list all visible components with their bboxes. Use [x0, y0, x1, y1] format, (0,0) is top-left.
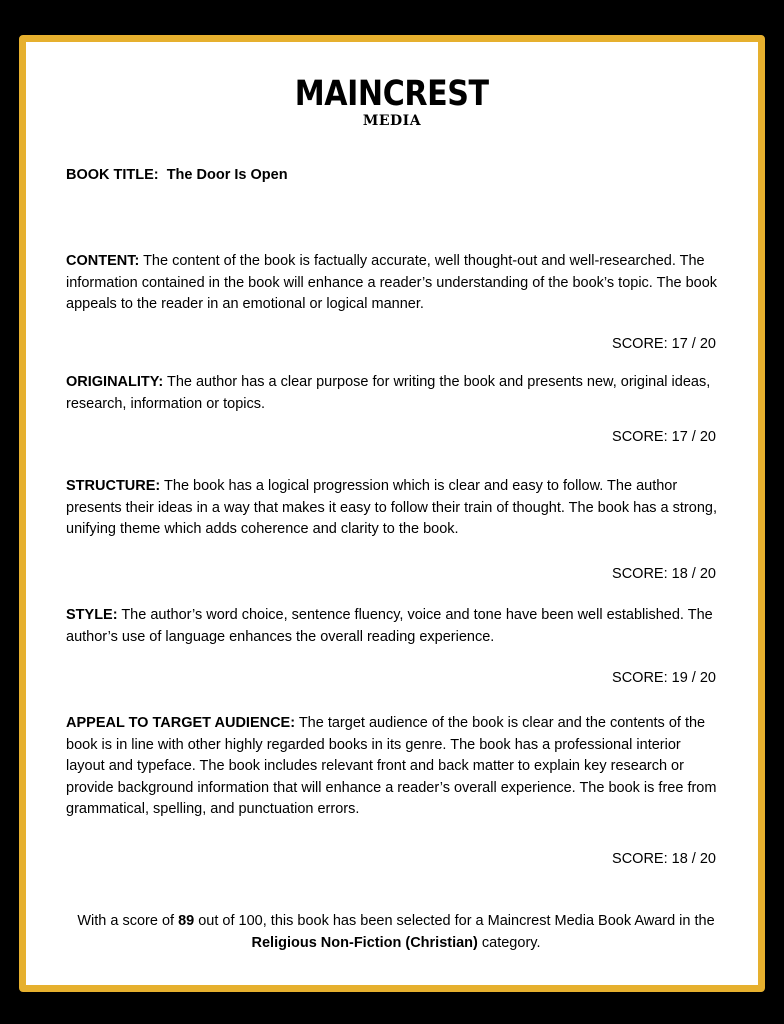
summary-text-1: With a score of [77, 913, 179, 929]
section-originality [66, 372, 722, 415]
section-heading: ORIGINALITY: [66, 374, 164, 390]
award-summary [66, 910, 726, 954]
score-originality: SCORE: 17 / 20 [612, 429, 716, 445]
score-structure: SCORE: 18 / 20 [612, 566, 716, 582]
section-text: The content of the book is factually accurate, well thought-out and well-researched. The information contained in the book will enhance a reader’s understanding of the book’s topic. The book appeals to the reader in an emotional or logical manner. [66, 253, 718, 312]
score-content: SCORE: 17 / 20 [612, 336, 716, 352]
score-appeal: SCORE: 18 / 20 [612, 851, 716, 867]
book-title: The Door Is Open [166, 167, 288, 183]
award-category: Religious Non-Fiction (Christian) [251, 935, 478, 951]
logo-media: MEDIA [362, 113, 422, 129]
total-score: 89 [178, 913, 195, 929]
summary-text-3: category. [477, 935, 541, 951]
section-structure [66, 476, 722, 541]
score-style: SCORE: 19 / 20 [612, 670, 716, 686]
section-text: The target audience of the book is clear and the contents of the book is in line with other highly regarded books in its genre. The book has a professional interior layout and typeface. The book includes relevant front and back matter to explain key research or provide background information that will enhance a reader’s overall experience. The book is free from grammatical, spelling, and punctuation errors. [66, 715, 717, 817]
summary-text-2: out of 100, this book has been selected for a Maincrest Media Book Award in the [194, 913, 715, 929]
section-content [66, 251, 722, 316]
logo [26, 75, 758, 129]
section-heading: APPEAL TO TARGET AUDIENCE: [66, 715, 296, 731]
book-title-line [66, 165, 722, 187]
certificate-frame [19, 35, 765, 992]
section-text: The author’s word choice, sentence fluency, voice and tone have been well established. The author’s use of language enhances the overall reading experience. [66, 607, 713, 645]
section-text: The author has a clear purpose for writing the book and presents new, original ideas, research, information or topics. [66, 374, 711, 412]
section-style [66, 605, 722, 648]
section-heading: STYLE: [66, 607, 118, 623]
logo-maincrest: MAINCREST [295, 74, 489, 114]
book-title-label: BOOK TITLE: [66, 167, 159, 183]
section-appeal [66, 713, 722, 821]
section-text: The book has a logical progression which is clear and easy to follow. The author presents their ideas in a way that makes it easy to follow their train of thought. The book has a strong, unifying theme which adds coherence and clarity to the book. [66, 478, 717, 537]
section-heading: STRUCTURE: [66, 478, 161, 494]
section-heading: CONTENT: [66, 253, 140, 269]
